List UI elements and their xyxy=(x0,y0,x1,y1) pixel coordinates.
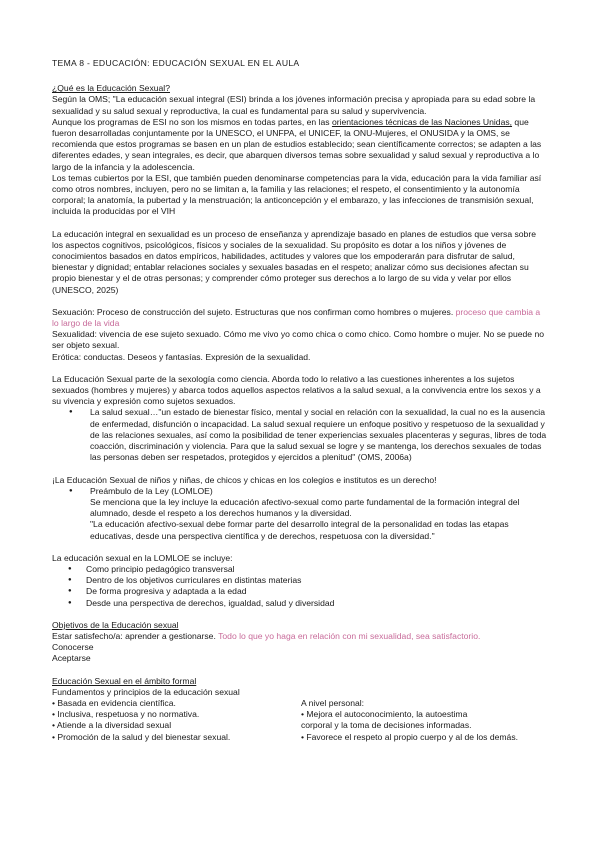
un-technical-guidance-link[interactable]: orientaciones técnicas de las Naciones Unidas, xyxy=(331,116,513,127)
oms-quote-text: Según la OMS; "La educación sexual integral (ESI) brinda a los jóvenes información precisa y apropiada para su edad sobre la sexualidad y su salud sexual y reproductiva, la cual es fundamental para su salud y supervivencia. xyxy=(52,94,536,116)
objective-know: Conocerse xyxy=(52,642,94,653)
list-item: ● Como principio pedagógico transversal xyxy=(52,564,548,575)
erotica-definition: Erótica: conductas. Deseos y fantasías. Expresión de la sexualidad. xyxy=(52,351,311,362)
sexualidad-definition: Sexualidad: vivencia de ese sujeto sexuado. Cómo me vivo yo como chica o como chico. Como hombre o mujer. No se puede no ser objeto sexual. xyxy=(52,329,545,351)
list-item xyxy=(52,407,548,463)
list-item: • Promoción de la salud y del bienestar sexual. xyxy=(52,731,231,742)
list-item: ● Desde una perspectiva de derechos, igualdad, salud y diversidad xyxy=(52,598,548,609)
lomloe-quote: "La educación afectivo-sexual debe formar parte del desarrollo integral de la personalidad en todas las etapas educativas, desde una perspectiva científica y de derechos, respetuosa con la diversidad." xyxy=(90,519,509,541)
fundamentos-columns xyxy=(52,698,548,743)
sexology-paragraph: La Educación Sexual parte de la sexología como ciencia. Aborda todo lo relativo a las cuestiones inherentes a los sujetos sexuados (hombres y mujeres) y abarca todos aquellos aspectos relativos a la salud sexual, a la convivencia entre los sexos y a su vivencia y expresión como sujetos sexuados. xyxy=(52,373,541,407)
esi-programs-paragraph: Aunque los programas de ESI no son los mismos en todas partes, en las orientaciones técnicas de las Naciones Unidas, que fueron desarrolladas conjuntamente por la UNESCO, el UNFPA, el UNICEF, la ONU-Mujeres, el ONUSIDA y la OMS, se recomienda que estos programas se basen en un plan de estudios establecido; sean científicamente correctos; se adapten a las diferentes edades, y sean integrales, es decir, que abarquen diversos temas sobre sexualidad y salud sexual y reproductiva a lo largo de la infancia y la adolescencia. xyxy=(52,116,542,172)
sexuacion-definition: Sexuación: Proceso de construcción del sujeto. Estructuras que nos confirman como hombres o mujeres. proceso que cambia a lo largo de la vida xyxy=(52,306,541,329)
list-item: ● Dentro de los objetivos curriculares en distintas materias xyxy=(52,575,548,586)
lomloe-includes-intro: La educación sexual en la LOMLOE se incluye: xyxy=(52,552,233,563)
section-heading-que-es: ¿Qué es la Educación Sexual? xyxy=(52,83,170,94)
list-item: • Inclusiva, respetuosa y no normativa. xyxy=(52,709,200,720)
salud-sexual-list xyxy=(52,407,548,463)
list-item: • Basada en evidencia científica. xyxy=(52,697,176,708)
integral-education-paragraph: La educación integral en sexualidad es un proceso de enseñanza y aprendizaje basado en planes de estudios que versa sobre los aspectos cognitivos, psicológicos, físicos y sociales de la sexualidad. Su propósito es dotar a los niños y jóvenes de conocimientos basados en datos empíricos, habilidades, actitudes y valores que los empoderarán para disfrutar de salud, bienestar y dignidad; entablar relaciones sociales y sexuales basadas en el respeto; analizar cómo sus decisiones afectan su propio bienestar y el de otras personas; y comprender cómo proteger sus derechos a lo largo de su vida y velar por ellos (UNESCO, 2025) xyxy=(52,228,536,295)
sexuacion-note: proceso que cambia a lo largo de la vida xyxy=(52,306,541,329)
personal-level-title: A nivel personal: xyxy=(300,697,365,708)
page-title: TEMA 8 - EDUCACIÓN: EDUCACIÓN SEXUAL EN EL AULA xyxy=(52,58,300,68)
lomloe-preamble: ● Preámbulo de la Ley (LOMLOE) xyxy=(90,485,213,496)
objective-satisfied: Estar satisfecho/a: aprender a gestionarse. Todo lo que yo haga en relación con mi sexualidad, sea satisfactorio. xyxy=(52,630,481,641)
fundamentos-subheading: Fundamentos y principios de la educación sexual xyxy=(52,686,240,697)
lomloe-mention: Se menciona que la ley incluye la educación afectivo-sexual como parte fundamental de la formación integral del alumnado, desde el respeto a los derechos humanos y la diversidad. xyxy=(90,496,520,519)
list-item: corporal y la toma de decisiones informadas. xyxy=(300,720,472,731)
objectives-heading: Objetivos de la Educación sexual xyxy=(52,619,179,630)
salud-sexual-text: ● La salud sexual…"un estado de bienestar físico, mental y social en relación con la sexualidad, la cual no es la ausencia de enfermedad, disfunción o incapacidad. La salud sexual requiere un enfoque positivo y respetuoso de la sexualidad y de las relaciones sexuales, así como la posibilidad de tener experiencias sexuales placenteras y seguras, libres de toda coacción, discriminación y violencia. Para que la salud sexual se logre y se mantenga, los derechos sexuales de todas las personas deben ser respetados, protegidos y ejercidos a plenitud" (OMS, 2006a) xyxy=(90,407,547,463)
esi-topics-paragraph: Los temas cubiertos por la ESI, que también pueden denominarse competencias para la vida, educación para la vida familiar así como otros nombres, incluyen, pero no se limitan a, la familia y las relaciones; el respeto, el consentimiento y la autonomía corporal; la anatomía, la pubertad y la menstruación; la anticoncepción y el embarazo, y las infecciones de transmisión sexual, incluida la producidas por el VIH xyxy=(52,172,542,217)
lomloe-includes-list xyxy=(52,564,548,609)
formal-scope-heading: Educación Sexual en el ámbito formal xyxy=(52,675,197,686)
list-item: • Favorece el respeto al propio cuerpo y al de los demás. xyxy=(300,731,518,742)
oms-definition-paragraph xyxy=(52,94,548,116)
fundamentos-right-column xyxy=(301,698,548,743)
objective-accept: Aceptarse xyxy=(52,653,91,664)
objective-note: Todo lo que yo haga en relación con mi sexualidad, sea satisfactorio. xyxy=(215,630,481,641)
derecho-heading: ¡La Educación Sexual de niños y niñas, de chicos y chicas en los colegios e institutos es un derecho! xyxy=(52,474,437,485)
fundamentos-left-column xyxy=(52,698,301,743)
list-item: • Atiende a la diversidad sexual xyxy=(52,720,172,731)
lomloe-list xyxy=(52,486,548,542)
list-item: • Mejora el autoconocimiento, la autoestima xyxy=(300,709,468,720)
list-item: ● De forma progresiva y adaptada a la edad xyxy=(52,586,548,597)
list-item xyxy=(52,486,548,542)
